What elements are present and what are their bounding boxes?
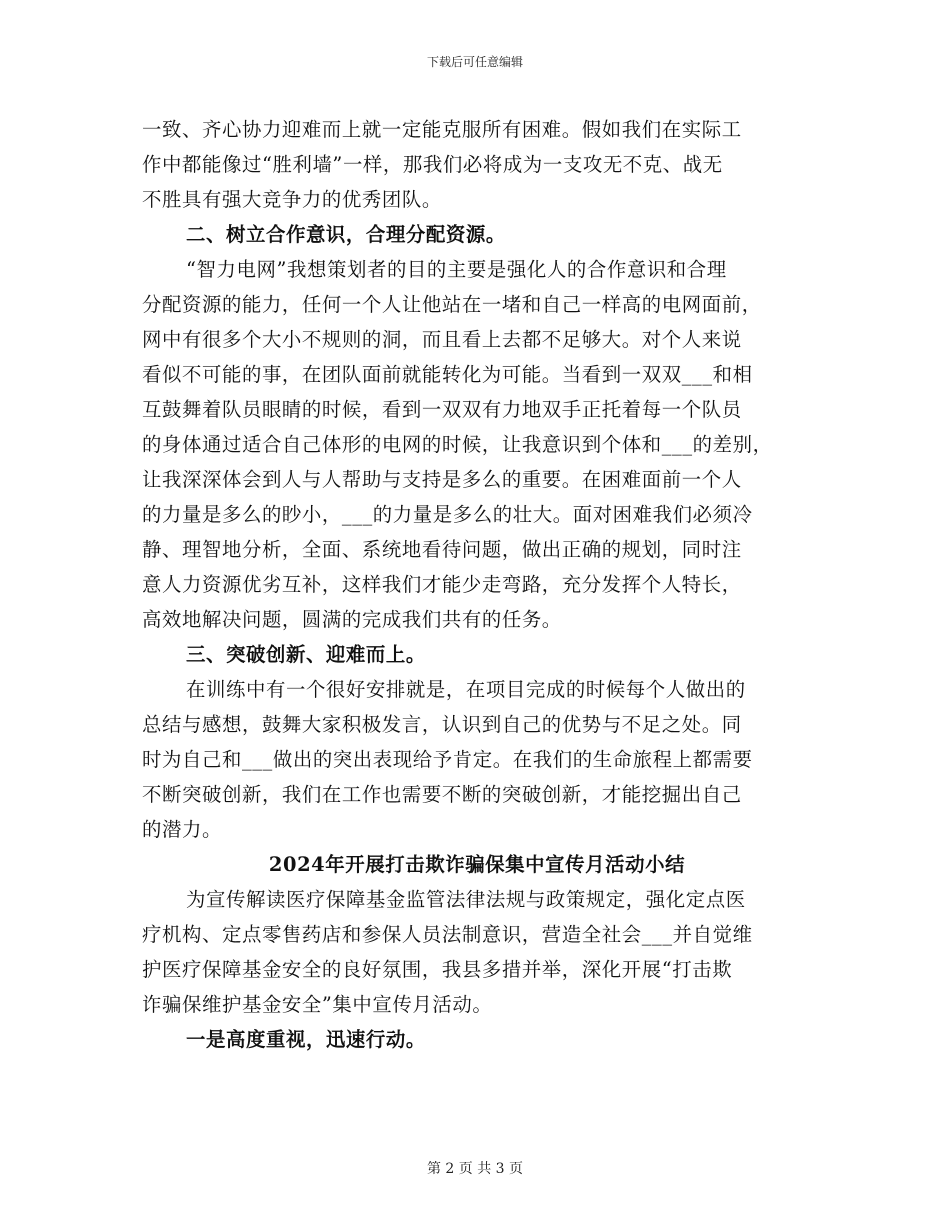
paragraph-line: 看似不可能的事，在团队面前就能转化为可能。当看到一双双___和相 xyxy=(142,363,753,386)
paragraph-line: 的潜力。 xyxy=(142,818,222,841)
paragraph-line: 网中有很多个大小不规则的洞，而且看上去都不足够大。对个人来说 xyxy=(142,328,742,351)
paragraph-line: 时为自己和___做出的突出表现给予肯定。在我们的生命旅程上都需要 xyxy=(142,748,753,771)
section-heading: 三、突破创新、迎难而上。 xyxy=(186,643,426,666)
paragraph-line: 为宣传解读医疗保障基金监管法律法规与政策规定，强化定点医 xyxy=(186,888,746,911)
section-heading: 一是高度重视，迅速行动。 xyxy=(186,1028,426,1051)
paragraph-line: 作中都能像过“胜利墙”一样，那我们必将成为一支攻无不克、战无 xyxy=(142,153,723,176)
paragraph-line: 的力量是多么的眇小，___的力量是多么的壮大。面对困难我们必须冷 xyxy=(142,503,753,526)
paragraph-line: 总结与感想，鼓舞大家积极发言，认识到自己的优势与不足之处。同 xyxy=(142,713,742,736)
page-header: 下载后可任意编辑 xyxy=(426,55,523,69)
page-footer: 第 2 页 共 3 页 xyxy=(426,1161,524,1177)
paragraph-line: 互鼓舞着队员眼睛的时候，看到一双双有力地双手正托着每一个队员 xyxy=(142,398,742,421)
section-heading: 二、树立合作意识，合理分配资源。 xyxy=(186,223,506,246)
paragraph-line: 让我深深体会到人与人帮助与支持是多么的重要。在困难面前一个人 xyxy=(142,468,742,491)
paragraph-line: 不断突破创新，我们在工作也需要不断的突破创新，才能挖掘出自己 xyxy=(142,783,742,806)
section-title: 2024年开展打击欺诈骗保集中宣传月活动小结 xyxy=(268,853,686,876)
paragraph-line: 诈骗保维护基金安全”集中宣传月活动。 xyxy=(142,993,493,1016)
paragraph-line: 静、理智地分析，全面、系统地看待问题，做出正确的规划，同时注 xyxy=(142,538,742,561)
paragraph-line: 意人力资源优劣互补，这样我们才能少走弯路，充分发挥个人特长， xyxy=(142,573,742,596)
paragraph-line: “智力电网”我想策划者的目的主要是强化人的合作意识和合理 xyxy=(186,258,727,281)
paragraph-line: 高效地解决问题，圆满的完成我们共有的任务。 xyxy=(142,608,562,631)
paragraph-line: 的身体通过适合自己体形的电网的时候，让我意识到个体和___的差别， xyxy=(142,433,773,456)
paragraph-line: 在训练中有一个很好安排就是，在项目完成的时候每个人做出的 xyxy=(186,678,746,701)
paragraph-line: 分配资源的能力，任何一个人让他站在一堵和自己一样高的电网面前， xyxy=(142,293,762,316)
paragraph-line: 不胜具有强大竞争力的优秀团队。 xyxy=(142,188,442,211)
paragraph-line: 护医疗保障基金安全的良好氛围，我县多措并举，深化开展“打击欺 xyxy=(142,958,733,981)
paragraph-line: 一致、齐心协力迎难而上就一定能克服所有困难。假如我们在实际工 xyxy=(142,118,742,141)
document-body xyxy=(142,112,812,1057)
paragraph-line: 疗机构、定点零售药店和参保人员法制意识，营造全社会___并自觉维 xyxy=(142,923,753,946)
